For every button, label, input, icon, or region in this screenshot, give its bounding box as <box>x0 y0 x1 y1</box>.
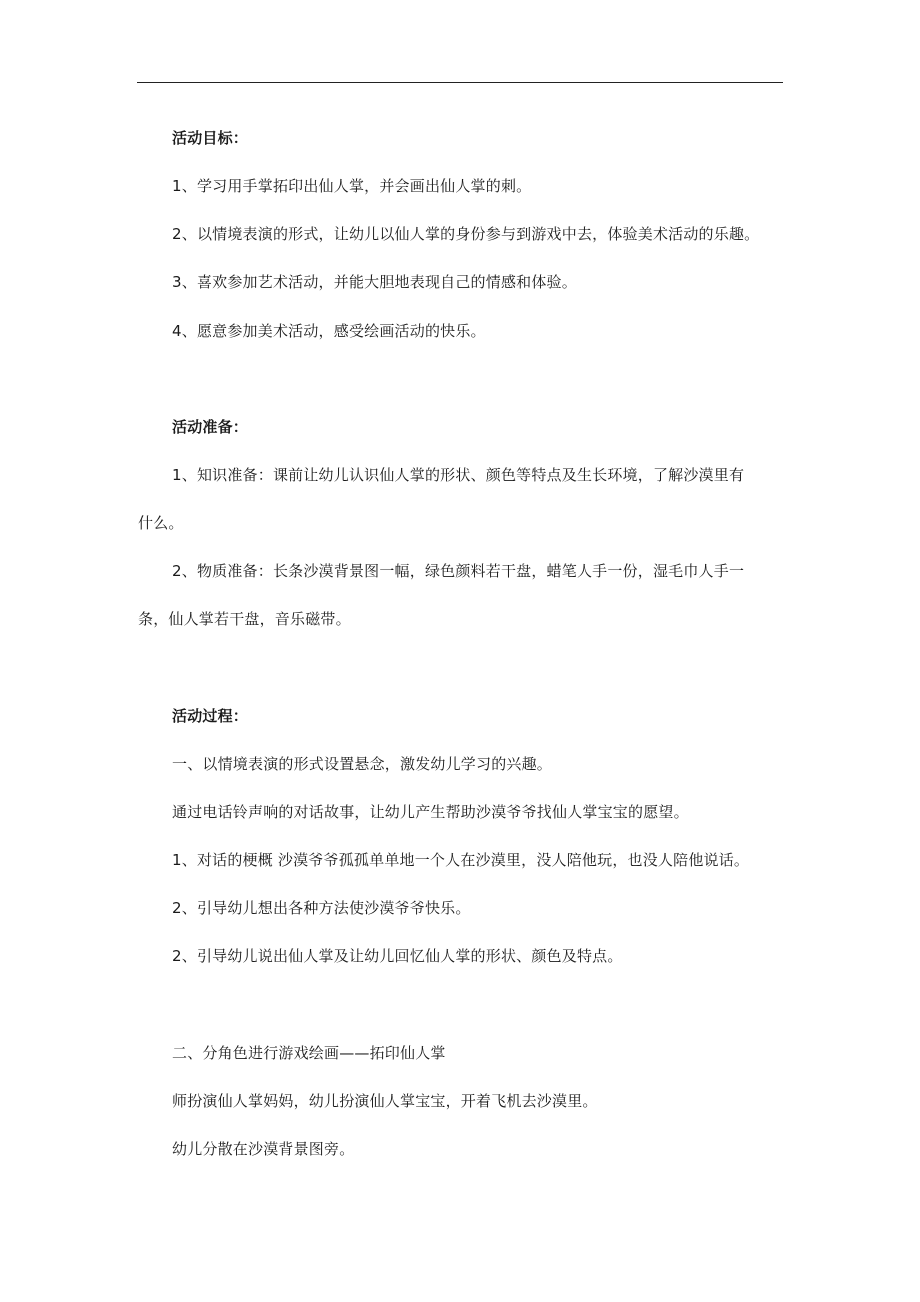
process-part-1-title: 一、以情境表演的形式设置悬念，激发幼儿学习的兴趣。 <box>172 755 553 773</box>
process-heading: 活动过程： <box>172 707 249 725</box>
preparation-item-2-line-1: 2、物质准备：长条沙漠背景图一幅，绿色颜料若干盘，蜡笔人手一份，湿毛巾人手一 <box>172 562 745 580</box>
preparation-item-1-line-2: 什么。 <box>138 514 184 532</box>
process-part-2-line-1: 师扮演仙人掌妈妈，幼儿扮演仙人掌宝宝，开着飞机去沙漠里。 <box>172 1092 598 1110</box>
preparation-item-2-line-2: 条，仙人掌若干盘，音乐磁带。 <box>138 610 351 628</box>
goal-item-2: 2、以情境表演的形式，让幼儿以仙人掌的身份参与到游戏中去，体验美术活动的乐趣。 <box>172 225 760 243</box>
process-part-2-title: 二、分角色进行游戏绘画——拓印仙人掌 <box>172 1044 446 1062</box>
process-part-1-item-3: 2、引导幼儿说出仙人掌及让幼儿回忆仙人掌的形状、颜色及特点。 <box>172 947 623 965</box>
goal-item-3: 3、喜欢参加艺术活动，并能大胆地表现自己的情感和体验。 <box>172 273 577 291</box>
process-part-1-intro: 通过电话铃声响的对话故事，让幼儿产生帮助沙漠爷爷找仙人掌宝宝的愿望。 <box>172 803 689 821</box>
process-part-2-line-2: 幼儿分散在沙漠背景图旁。 <box>172 1140 355 1158</box>
process-part-1-item-2: 2、引导幼儿想出各种方法使沙漠爷爷快乐。 <box>172 899 471 917</box>
preparation-heading: 活动准备： <box>172 418 249 436</box>
preparation-item-1-line-1: 1、知识准备：课前让幼儿认识仙人掌的形状、颜色等特点及生长环境，了解沙漠里有 <box>172 466 745 484</box>
goals-heading: 活动目标： <box>172 129 249 147</box>
process-part-1-item-1: 1、对话的梗概 沙漠爷爷孤孤单单地一个人在沙漠里，没人陪他玩，也没人陪他说话。 <box>172 851 750 869</box>
goal-item-1: 1、学习用手掌拓印出仙人掌，并会画出仙人掌的刺。 <box>172 177 532 195</box>
goal-item-4: 4、愿意参加美术活动，感受绘画活动的快乐。 <box>172 322 486 340</box>
header-rule <box>137 82 783 83</box>
